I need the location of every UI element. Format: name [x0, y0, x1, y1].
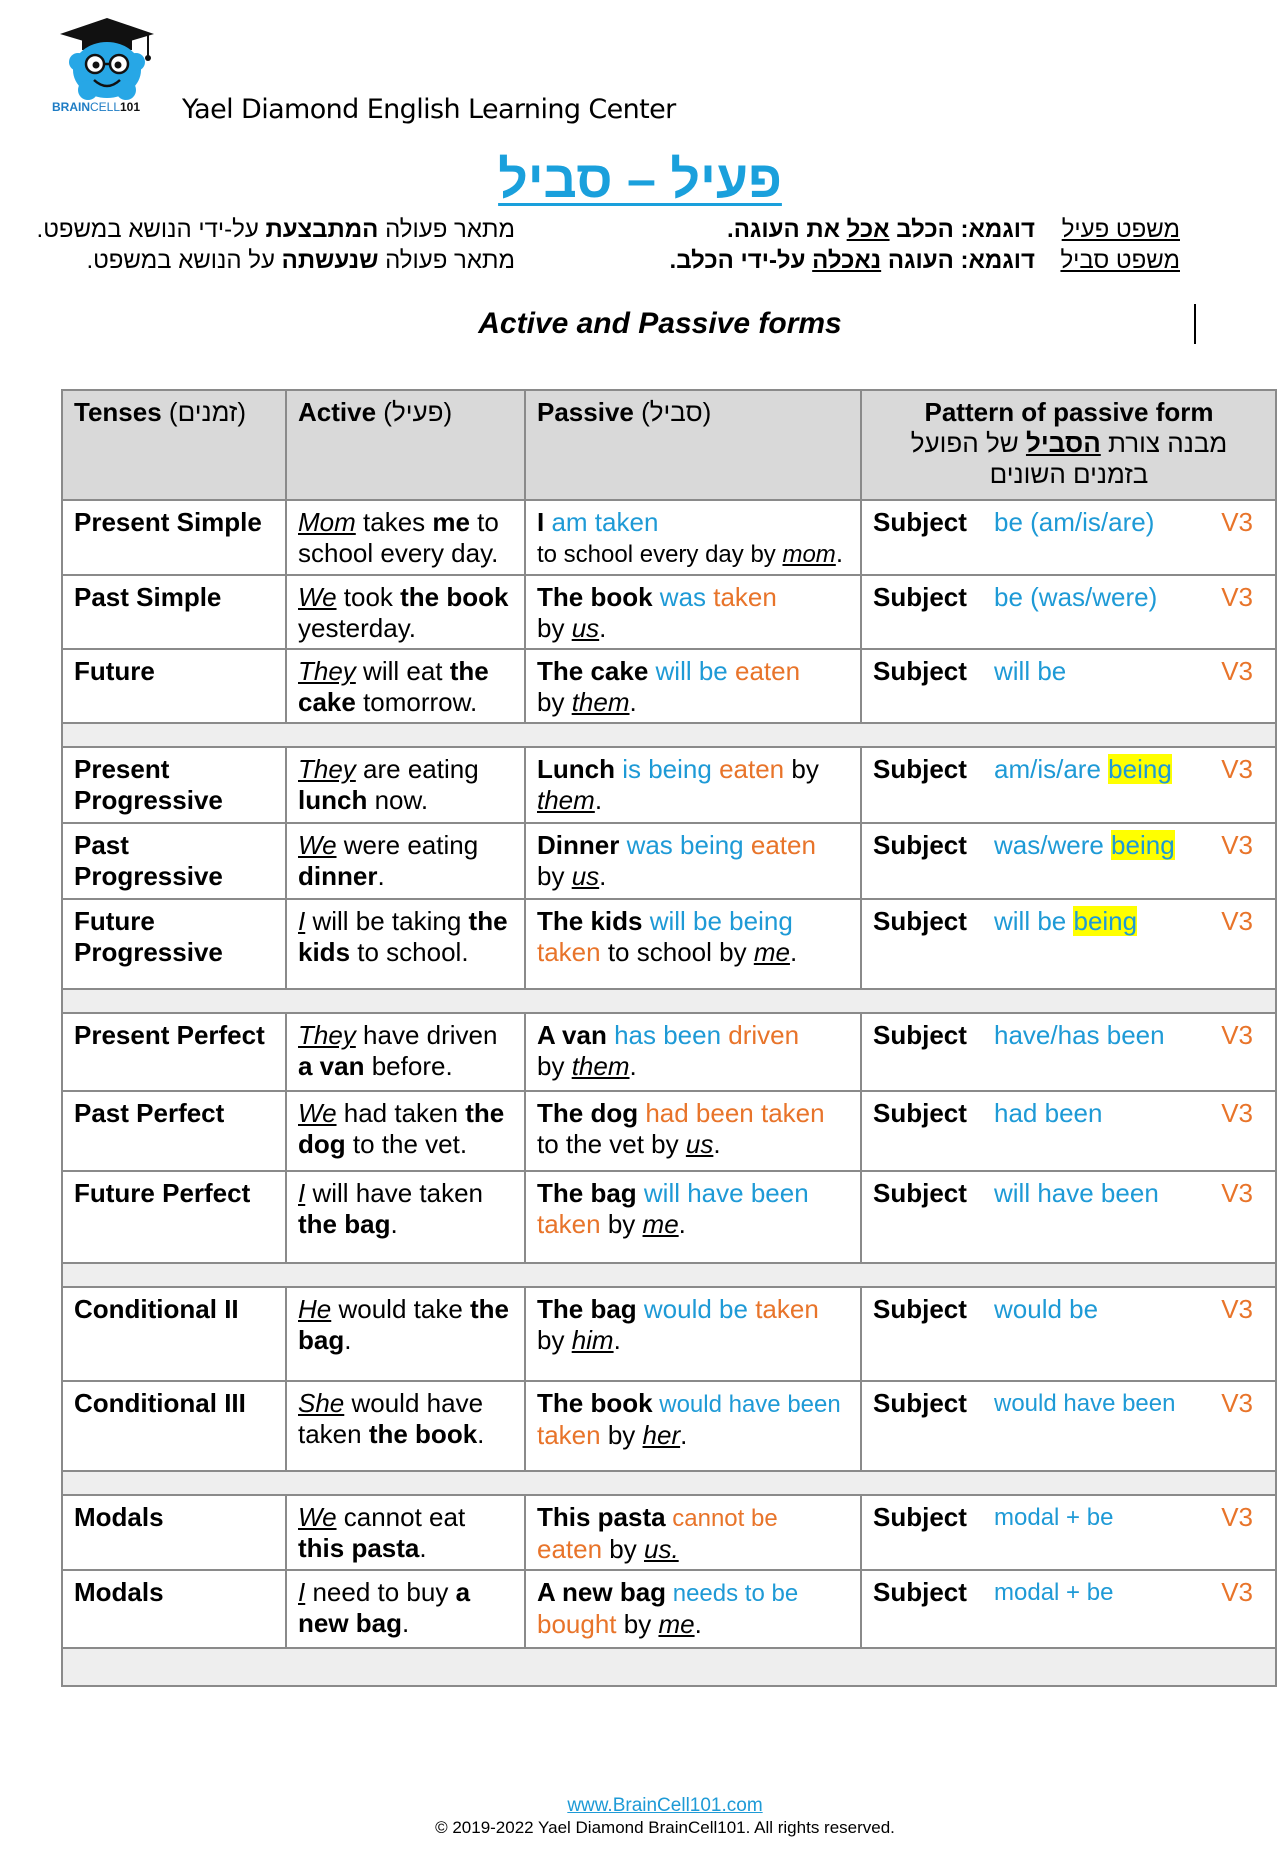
header-tenses: Tenses (זמנים): [62, 390, 286, 500]
braincell-logo: [52, 12, 162, 122]
passive-definition: משפט סבילדוגמא: העוגה נאכלה על-ידי הכלב.מתאר פעולה שנעשתה על הנושא במשפט.: [86, 247, 1180, 274]
svg-text:CELL: CELL: [90, 100, 121, 114]
table-row: Future They will eat the cake tomorrow. The cake will be eaten by them. Subject will be V3: [62, 649, 1276, 723]
cursor-bar: [1194, 304, 1196, 344]
table-row: Conditional II He would take the bag. The bag would be taken by him. Subject would be V3: [62, 1287, 1276, 1381]
website-link[interactable]: www.BrainCell101.com: [567, 1795, 763, 1816]
table-row: Modals We cannot eat this pasta. This pasta cannot be eaten by us. Subject modal + be V3: [62, 1495, 1276, 1570]
table-row: Past Perfect We had taken the dog to the vet. The dog had been taken to the vet by us. Subject had been V3: [62, 1091, 1276, 1171]
separator-row: [62, 989, 1276, 1013]
header-passive: Passive (סביל): [525, 390, 861, 500]
center-name: Yael Diamond English Learning Center: [182, 94, 676, 125]
hebrew-title: פעיל – סביל: [498, 151, 782, 209]
table-row: Modals I need to buy a new bag. A new bag needs to be bought by me. Subject modal + be V3: [62, 1570, 1276, 1648]
table-row: Present Progressive They are eating lunch now. Lunch is being eaten by them. Subject am/is/are being V3: [62, 747, 1276, 823]
table-header-row: [62, 390, 1276, 500]
separator-row: [62, 1648, 1276, 1686]
table-row: Future Progressive I will be taking the kids to school. The kids will be being taken to school by me. Subject will be being V3: [62, 899, 1276, 989]
svg-text:101: 101: [120, 100, 141, 114]
table-row: Past Simple We took the book yesterday. The book was taken by us. Subject be (was/were) V3: [62, 575, 1276, 649]
table-row: Past Progressive We were eating dinner. Dinner was being eaten by us. Subject was/were being V3: [62, 823, 1276, 899]
tenses-table: [61, 389, 1277, 1687]
active-definition: משפט פעילדוגמא: הכלב אכל את העוגה.מתאר פעולה המתבצעת על-ידי הנושא במשפט.: [36, 216, 1180, 243]
copyright: © 2019-2022 Yael Diamond BrainCell101. All rights reserved.: [435, 1818, 895, 1837]
english-title: Active and Passive forms: [478, 307, 842, 340]
separator-row: [62, 1471, 1276, 1495]
svg-text:BRAIN: BRAIN: [52, 100, 90, 114]
table-row: Present Perfect They have driven a van before. A van has been driven by them. Subject have/has been V3: [62, 1013, 1276, 1091]
table-row: Future Perfect I will have taken the bag. The bag will have been taken by me. Subject will have been V3: [62, 1171, 1276, 1263]
separator-row: [62, 1263, 1276, 1287]
header-active: Active (פעיל): [286, 390, 525, 500]
table-row: Present Simple Mom takes me to school every day. I am taken to school every day by mom. Subject be (am/is/are) V3: [62, 500, 1276, 575]
header-pattern: Pattern of passive form מבנה צורת הסביל של הפועל בזמנים השונים: [861, 390, 1276, 500]
separator-row: [62, 723, 1276, 747]
table-row: Conditional III She would have taken the book. The book would have been taken by her. Subject would have been V3: [62, 1381, 1276, 1471]
